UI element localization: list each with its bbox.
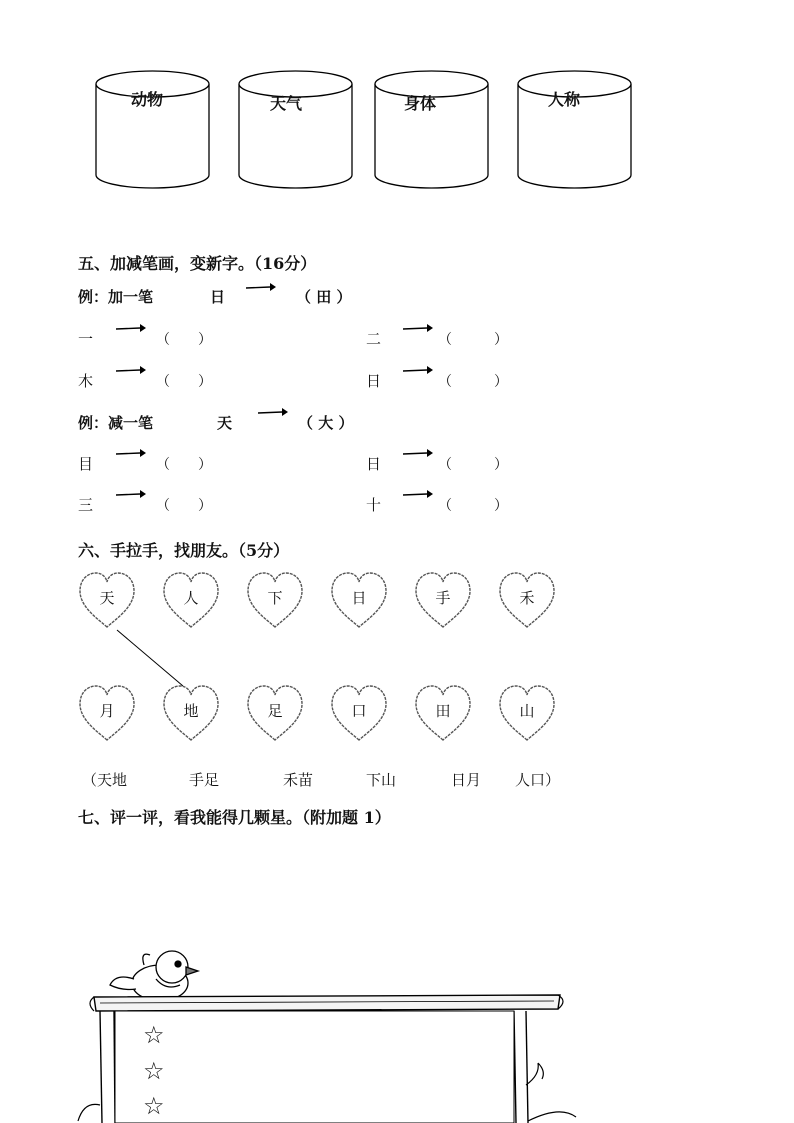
- add-example-answer: （ 田 ）: [296, 288, 352, 306]
- bottom-heart[interactable]: [330, 684, 388, 742]
- add-item-char: 一: [78, 330, 94, 348]
- answer-blank[interactable]: （ ）: [156, 332, 212, 348]
- answer-blank[interactable]: （ ）: [438, 374, 508, 390]
- top-heart-char: 日: [351, 589, 367, 607]
- top-heart[interactable]: [498, 571, 556, 629]
- answer-pair: 人口）: [515, 771, 561, 789]
- bottom-heart[interactable]: [78, 684, 136, 742]
- top-heart[interactable]: [330, 571, 388, 629]
- answer-pair: 日月: [451, 771, 482, 789]
- answer-blank[interactable]: （ ）: [438, 457, 508, 473]
- add-item-char: 木: [78, 372, 94, 390]
- answer-pair: （天地: [82, 771, 128, 789]
- answer-blank[interactable]: （ ）: [156, 457, 212, 473]
- answer-pair: 下山: [366, 771, 397, 789]
- jar-label-person: 人称: [548, 90, 581, 109]
- section-5-heading: 五、加减笔画，变新字。（16分）: [78, 254, 317, 273]
- bottom-heart-char: 足: [267, 702, 283, 720]
- star-icon: ☆: [143, 1057, 165, 1085]
- bottom-heart-char: 月: [99, 702, 115, 720]
- add-example-label: 例：加一笔: [78, 288, 154, 306]
- sub-item-char: 日: [366, 455, 382, 473]
- bottom-heart-char: 田: [435, 702, 451, 720]
- star-icon: ☆: [143, 1021, 165, 1049]
- top-heart[interactable]: [246, 571, 304, 629]
- jar-label-weather: 天气: [270, 94, 303, 113]
- bottom-heart[interactable]: [162, 684, 220, 742]
- answer-pair: 手足: [189, 771, 220, 789]
- top-heart[interactable]: [414, 571, 472, 629]
- sub-example-char: 天: [217, 414, 233, 432]
- top-heart-char: 手: [435, 589, 451, 607]
- sub-item-char: 三: [78, 496, 94, 514]
- section-6-heading: 六、手拉手，找朋友。（5分）: [78, 541, 290, 560]
- top-heart-char: 天: [99, 589, 115, 607]
- top-heart[interactable]: [78, 571, 136, 629]
- jar-label-animals: 动物: [131, 90, 164, 109]
- bottom-heart[interactable]: [246, 684, 304, 742]
- top-heart-char: 禾: [519, 589, 535, 607]
- add-item-char: 二: [366, 330, 382, 348]
- add-item-char: 日: [366, 372, 382, 390]
- sub-example-answer: （ 大 ）: [298, 414, 354, 432]
- bottom-heart-char: 地: [183, 702, 199, 720]
- answer-blank[interactable]: （ ）: [438, 498, 508, 514]
- answer-blank[interactable]: （ ）: [438, 332, 508, 348]
- add-example-char: 日: [210, 288, 226, 306]
- sub-item-char: 十: [366, 496, 382, 514]
- answer-blank[interactable]: （ ）: [156, 374, 212, 390]
- bottom-heart-char: 口: [351, 702, 367, 720]
- bottom-heart[interactable]: [414, 684, 472, 742]
- star-icon: ☆: [143, 1092, 165, 1120]
- section-7-heading: 七、评一评，看我能得几颗星。（附加题 1）: [78, 808, 391, 827]
- sub-example-label: 例：减一笔: [78, 414, 154, 432]
- answer-blank[interactable]: （ ）: [156, 498, 212, 514]
- bottom-heart-char: 山: [519, 702, 535, 720]
- bottom-heart[interactable]: [498, 684, 556, 742]
- sub-item-char: 目: [78, 455, 94, 473]
- answer-pair: 禾苗: [283, 771, 314, 789]
- bird-icon: [110, 951, 198, 1001]
- jar-label-body: 身体: [404, 94, 437, 113]
- top-heart-char: 下: [267, 589, 283, 607]
- top-heart-char: 人: [183, 589, 199, 607]
- top-heart[interactable]: [162, 571, 220, 629]
